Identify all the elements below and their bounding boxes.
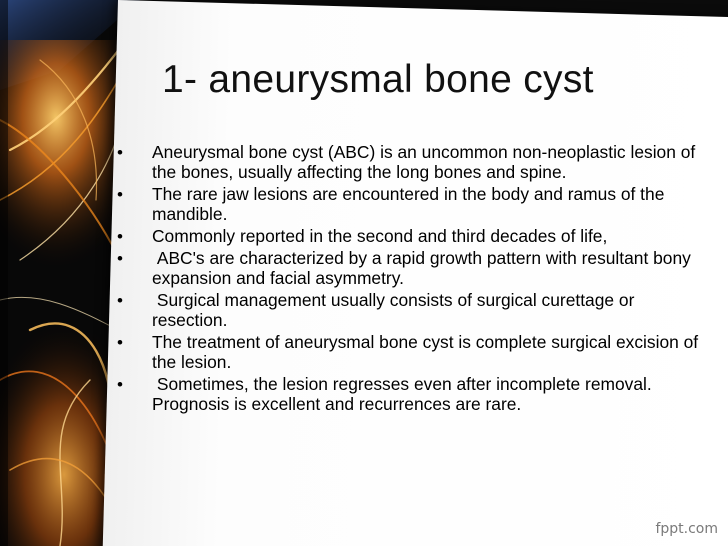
bullet-text: The rare jaw lesions are encountered in the body and ramus of the mandible. [152, 183, 670, 224]
bullet-text: ABC's are characterized by a rapid growth pattern with resultant bony expansion and facial asymmetry. [152, 248, 696, 288]
bullet-text: The treatment of aneurysmal bone cyst is complete surgical excision of the lesion. [152, 332, 703, 372]
bullet-icon: • [117, 333, 123, 353]
bullet-icon: • [117, 184, 123, 204]
bullet-icon: • [117, 143, 123, 162]
bullet-text: Surgical management usually consists of surgical curettage or resection. [152, 290, 640, 330]
bullet-text: Aneurysmal bone cyst (ABC) is an uncommon non-neoplastic lesion of the bones, usually affecting the long bones and spine. [152, 142, 701, 182]
bullet-item [117, 185, 707, 225]
bullet-list [117, 143, 707, 417]
bullet-item [117, 333, 707, 373]
bullet-item [117, 375, 707, 415]
bullet-text: Sometimes, the lesion regresses even after incomplete removal. Prognosis is excellent and recurrences are rare. [152, 374, 657, 414]
bullet-item [117, 227, 707, 247]
bullet-text: Commonly reported in the second and third decades of life, [152, 225, 608, 246]
bullet-icon: • [117, 226, 123, 246]
bullet-item [117, 291, 707, 331]
slide-title: 1- aneurysmal bone cyst [162, 58, 594, 101]
footer-brand: fppt.com [655, 521, 718, 537]
bullet-icon: • [117, 249, 123, 269]
bullet-icon: • [117, 291, 123, 311]
bullet-item [117, 143, 707, 183]
bullet-item [117, 249, 707, 289]
bullet-icon: • [117, 375, 123, 395]
